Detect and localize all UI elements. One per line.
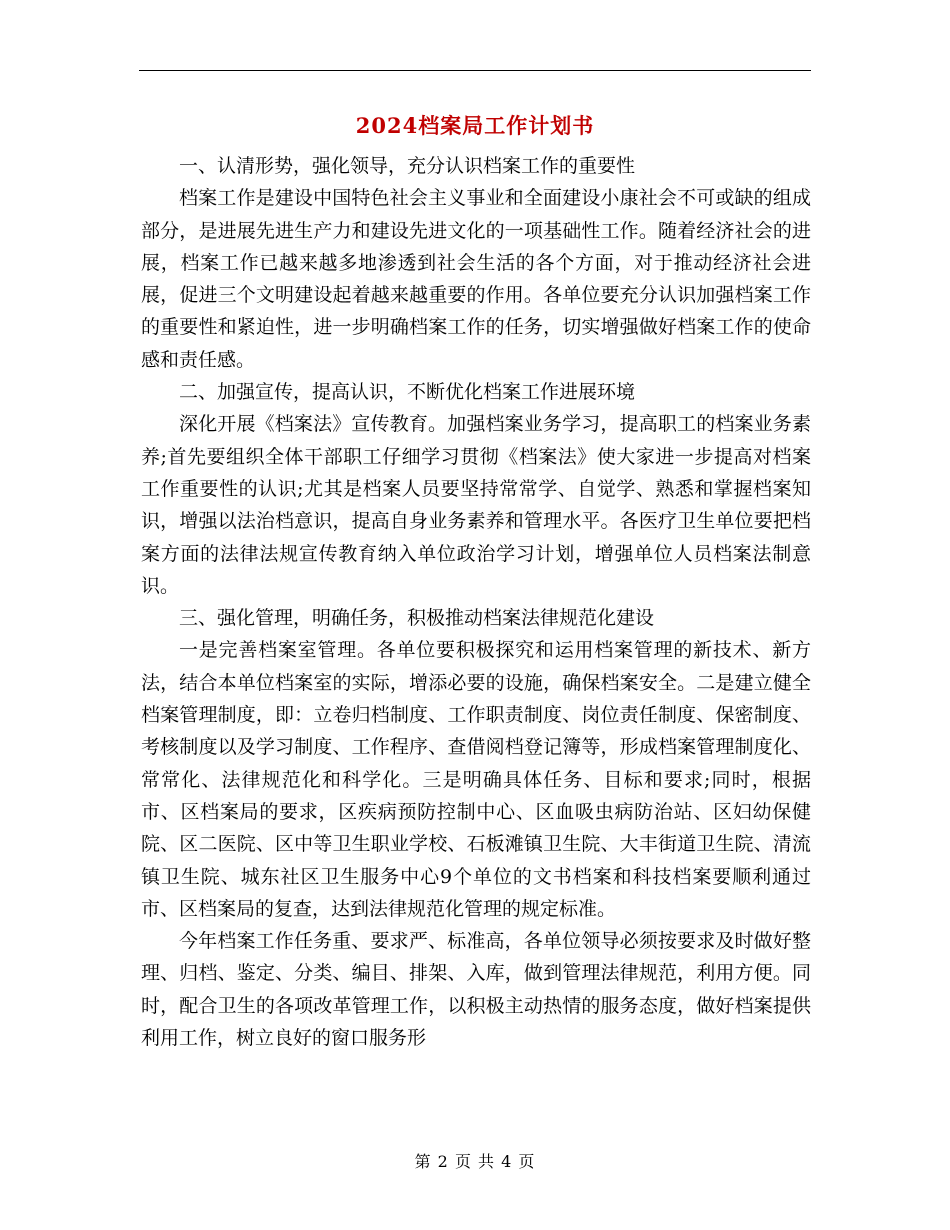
paragraph: 今年档案工作任务重、要求严、标准高，各单位领导必须按要求及时做好整理、归档、鉴定、分类、编目、排架、入库，做到管理法律规范，利用方便。同时，配合卫生的各项改革管理工作，以积极主动热情的服务态度，做好档案提供利用工作，树立良好的窗口服务形 — [141, 930, 811, 1050]
document-body — [141, 150, 811, 1054]
document-title: 2024档案局工作计划书 — [355, 113, 595, 138]
paragraph: 档案工作是建设中国特色社会主义事业和全面建设小康社会不可或缺的组成部分，是进展先进生产力和建设先进文化的一项基础性工作。随着经济社会的进展，档案工作已越来越多地渗透到社会生活的各个方面，对于推动经济社会进展，促进三个文明建设起着越来越重要的作用。各单位要充分认识加强档案工作的重要性和紧迫性，进一步明确档案工作的任务，切实增强做好档案工作的使命感和责任感。 — [141, 187, 811, 371]
page-number-footer: 第 2 页 共 4 页 — [414, 1152, 536, 1171]
section-heading-3: 三、强化管理，明确任务，积极推动档案法律规范化建设 — [179, 607, 655, 630]
section-heading-1: 一、认清形势，强化领导，充分认识档案工作的重要性 — [179, 155, 636, 177]
paragraph: 深化开展《档案法》宣传教育。加强档案业务学习，提高职工的档案业务素养;首先要组织全体干部职工仔细学习贯彻《档案法》使大家进一步提高对档案工作重要性的认识;尤其是档案人员要坚持常常学、自觉学、熟悉和掌握档案知识，增强以法治档意识，提高自身业务素养和管理水平。各医疗卫生单位要把档案方面的法律法规宣传教育纳入单位政治学习计划，增强单位人员档案法制意识。 — [141, 413, 811, 597]
paragraph: 一是完善档案室管理。各单位要积极探究和运用档案管理的新技术、新方法，结合本单位档案室的实际，增添必要的设施，确保档案安全。二是建立健全档案管理制度，即：立卷归档制度、工作职责制度、岗位责任制度、保密制度、考核制度以及学习制度、工作程序、查借阅档登记簿等，形成档案管理制度化、常常化、法律规范化和科学化。三是明确具体任务、目标和要求;同时，根据市、区档案局的要求，区疾病预防控制中心、区血吸虫病防治站、区妇幼保健院、区二医院、区中等卫生职业学校、石板滩镇卫生院、大丰街道卫生院、清流镇卫生院、城东社区卫生服务中心9个单位的文书档案和科技档案要顺利通过市、区档案局的复查，达到法律规范化管理的规定标准。 — [141, 639, 811, 920]
header-rule — [139, 70, 811, 71]
section-heading-2: 二、加强宣传，提高认识，不断优化档案工作进展环境 — [179, 381, 636, 404]
